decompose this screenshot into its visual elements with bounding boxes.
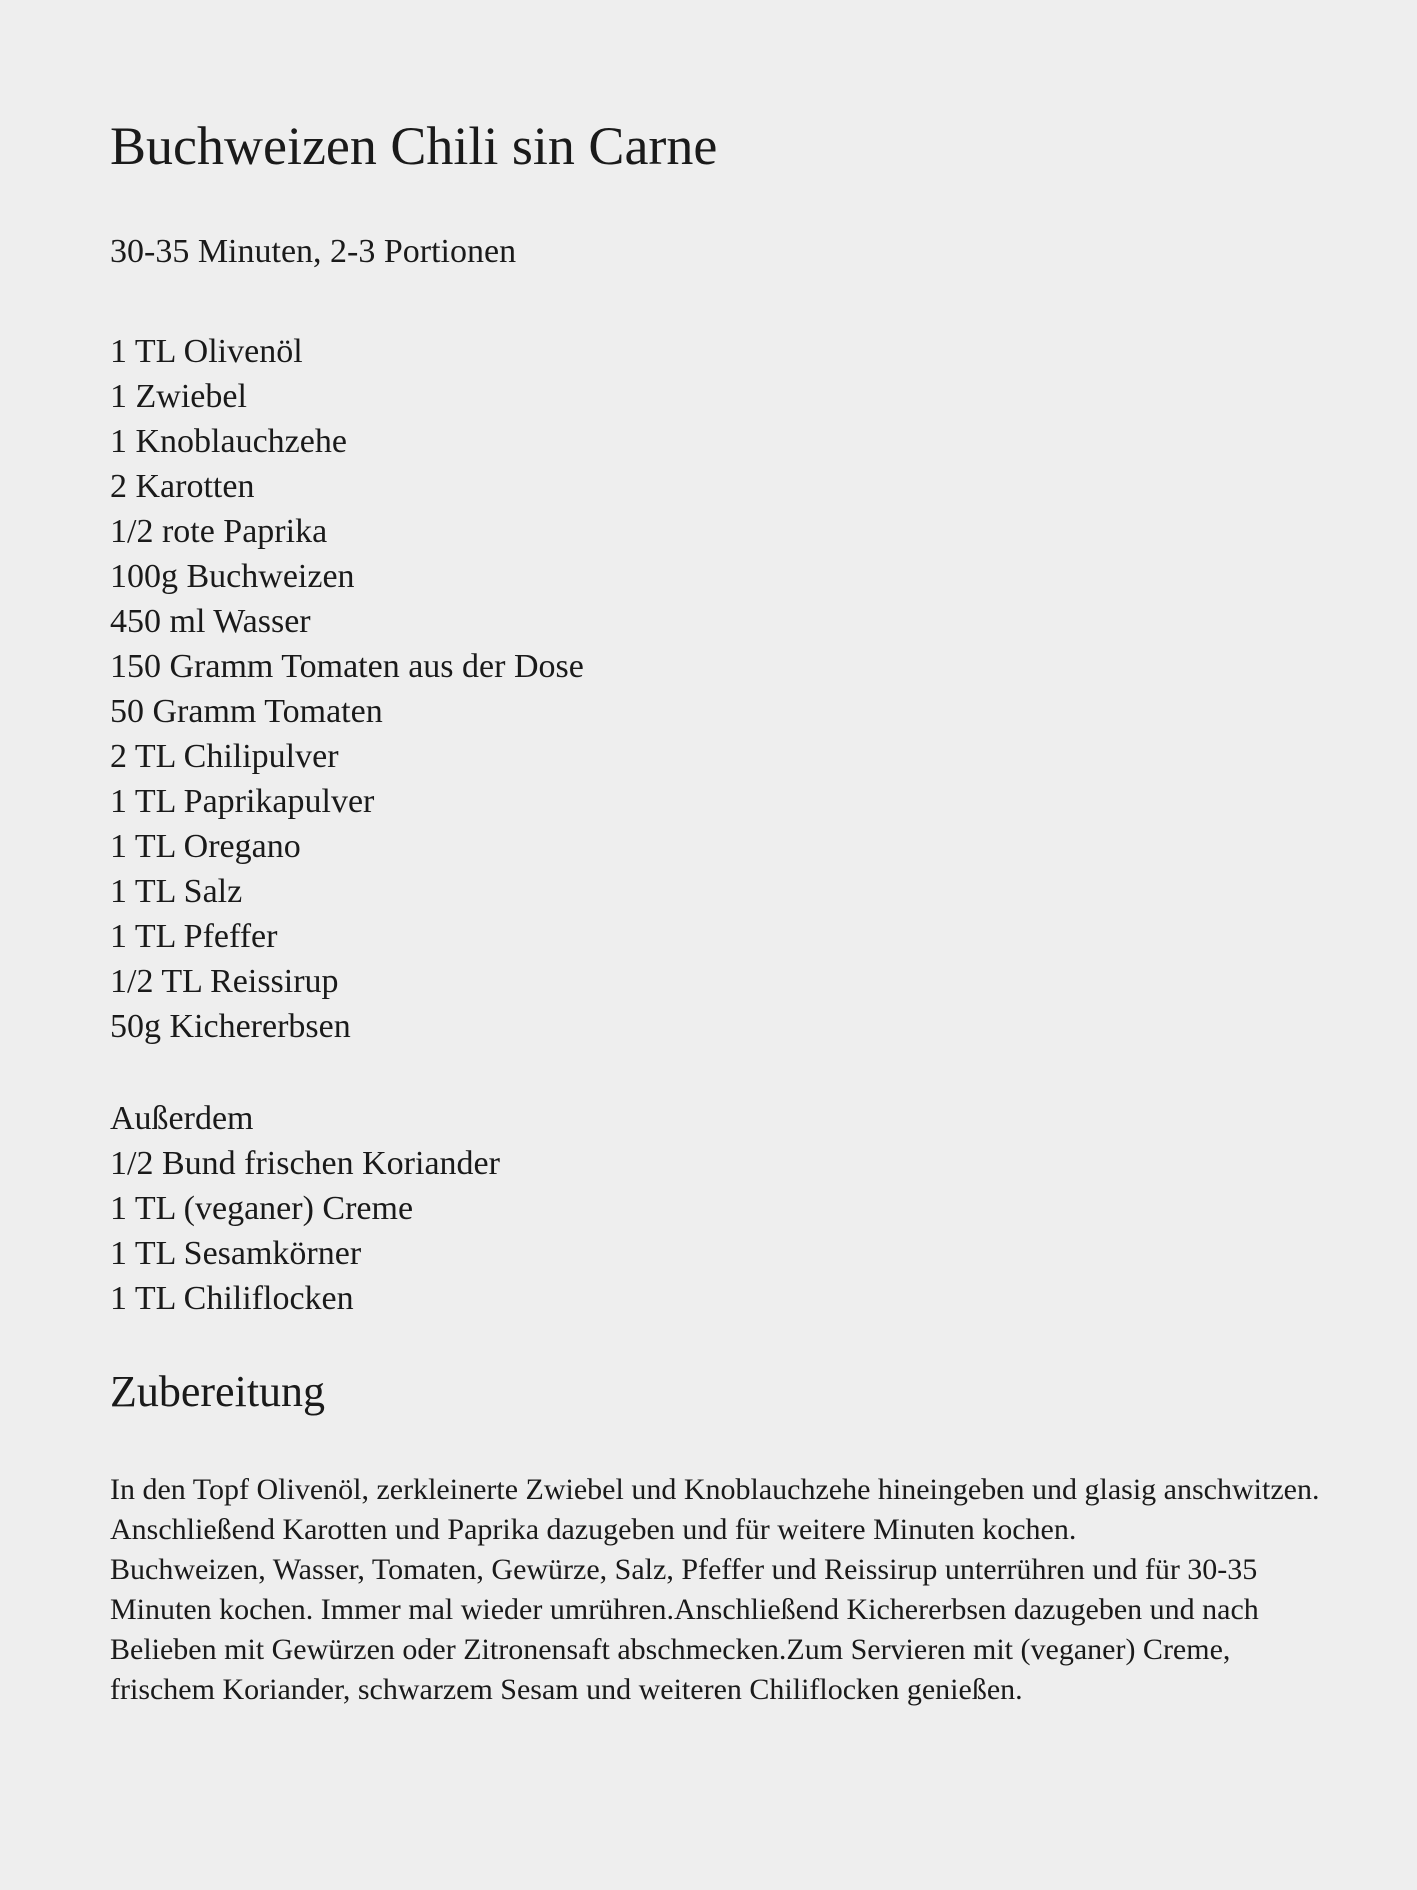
extras-heading: Außerdem [110,1100,254,1137]
ingredient-item: 100g Buchweizen [110,558,355,595]
ingredient-item: 1 Zwiebel [110,378,247,415]
recipe-meta: 30-35 Minuten, 2-3 Portionen [110,233,517,270]
ingredient-item: 1 TL Salz [110,873,243,910]
preparation-paragraph: In den Topf Olivenöl, zerkleinerte Zwiebel und Knoblauchzehe hineingeben und glasig anschwitzen. Anschließend Karotten und Paprika dazugeben und für weitere Minuten kochen. [110,1473,1320,1546]
extra-item: 1/2 Bund frischen Koriander [110,1145,500,1182]
ingredient-list [110,329,584,1049]
recipe-title: Buchweizen Chili sin Carne [110,116,718,176]
extra-item: 1 TL Sesamkörner [110,1235,362,1272]
preparation-text [110,1470,1320,1710]
ingredient-item: 1 Knoblauchzehe [110,423,347,460]
ingredient-item: 2 TL Chilipulver [110,738,339,775]
extra-item: 1 TL Chiliflocken [110,1280,354,1317]
extras-list [110,1096,500,1321]
preparation-paragraph: Buchweizen, Wasser, Tomaten, Gewürze, Salz, Pfeffer und Reissirup unterrühren und für 30-35 Minuten kochen. Immer mal wieder umrühren.Anschließend Kichererbsen dazugeben und nach Belieben mit Gewürzen oder Zitronensaft abschmecken.Zum Servieren mit (veganer) Creme, frischem Koriander, schwarzem Sesam und weiteren Chiliflocken genießen. [110,1553,1259,1706]
ingredient-item: 2 Karotten [110,468,255,505]
ingredient-item: 50 Gramm Tomaten [110,693,383,730]
ingredient-item: 1 TL Pfeffer [110,918,278,955]
ingredient-item: 1 TL Oregano [110,828,301,865]
ingredient-item: 1 TL Paprikapulver [110,783,375,820]
preparation-heading: Zubereitung [110,1367,326,1416]
ingredient-item: 1 TL Olivenöl [110,333,303,370]
ingredient-item: 1/2 TL Reissirup [110,963,339,1000]
ingredient-item: 1/2 rote Paprika [110,513,328,550]
ingredient-item: 450 ml Wasser [110,603,311,640]
ingredient-item: 150 Gramm Tomaten aus der Dose [110,648,584,685]
extra-item: 1 TL (veganer) Creme [110,1190,414,1227]
ingredient-item: 50g Kichererbsen [110,1008,351,1045]
